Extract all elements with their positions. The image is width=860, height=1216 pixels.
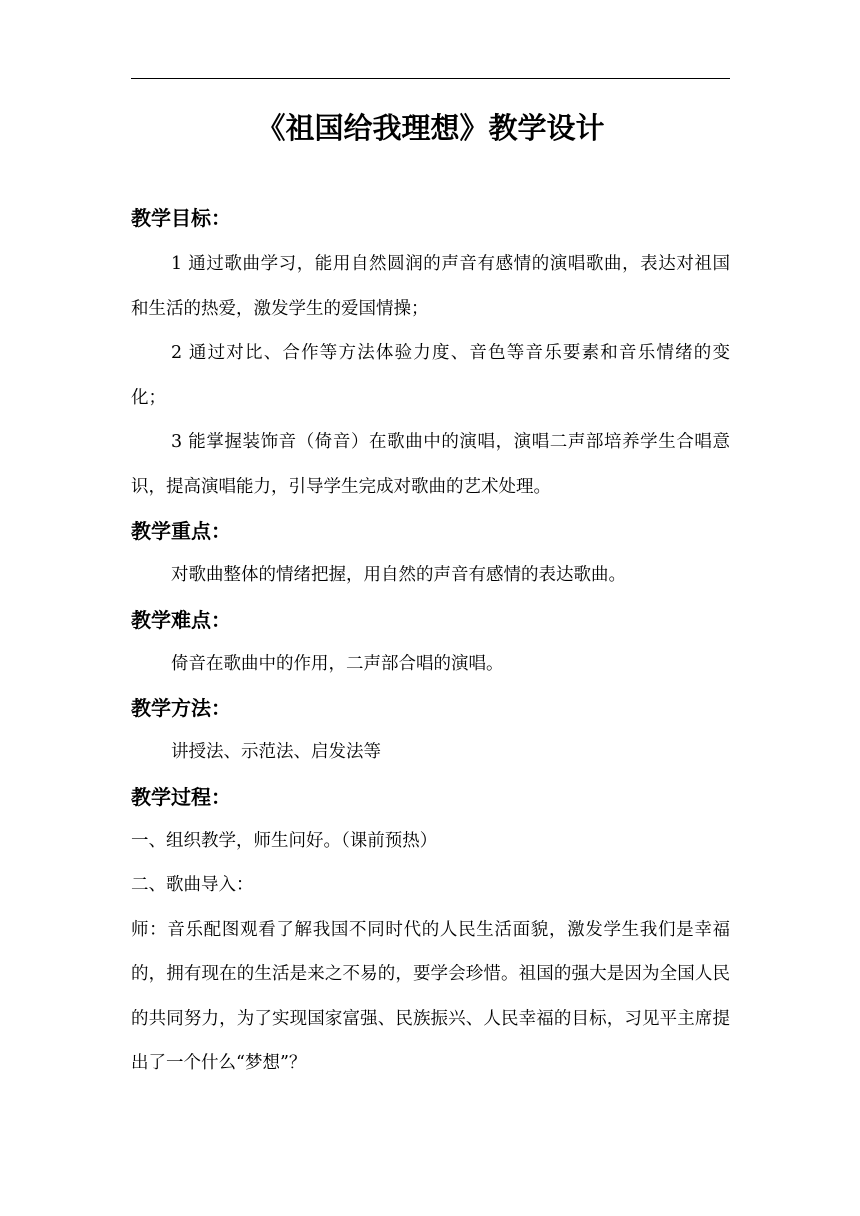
section-heading-methods: 教学方法： — [131, 696, 231, 720]
objective-item-3: 3 能掌握装饰音（倚音）在歌曲中的演唱，演唱二声部培养学生合唱意识，提高演唱能力，引导学生完成对歌曲的艺术处理。 — [131, 432, 730, 497]
difficulties-text: 倚音在歌曲中的作用，二声部合唱的演唱。 — [171, 653, 504, 674]
objective-item-2: 2 通过对比、合作等方法体验力度、音色等音乐要素和音乐情绪的变化； — [131, 343, 730, 408]
header-rule — [131, 78, 730, 79]
document-body — [131, 196, 730, 1086]
methods-text: 讲授法、示范法、启发法等 — [171, 742, 381, 762]
process-step-3: 师：音乐配图观看了解我国不同时代的人民生活面貌，激发学生我们是幸福的，拥有现在的生活是来之不易的，要学会珍惜。祖国的强大是因为全国人民的共同努力，为了实现国家富强、民族振兴、人民幸福的目标，习见平主席提出了一个什么“梦想”？ — [131, 919, 730, 1073]
section-heading-key-points: 教学重点： — [131, 519, 231, 543]
process-step-2: 二、歌曲导入： — [131, 875, 254, 895]
process-step-1: 一、组织教学，师生问好。（课前预热） — [131, 830, 438, 851]
key-points-text: 对歌曲整体的情绪把握，用自然的声音有感情的表达歌曲。 — [171, 565, 626, 585]
section-heading-objectives: 教学目标： — [131, 206, 231, 230]
section-heading-difficulties: 教学难点： — [131, 607, 231, 632]
objective-item-1: 1 通过歌曲学习，能用自然圆润的声音有感情的演唱歌曲，表达对祖国和生活的热爱，激发学生的爱国情操； — [131, 254, 730, 319]
document-title: 《祖国给我理想》教学设计 — [256, 111, 605, 145]
section-heading-process: 教学过程： — [131, 784, 231, 809]
